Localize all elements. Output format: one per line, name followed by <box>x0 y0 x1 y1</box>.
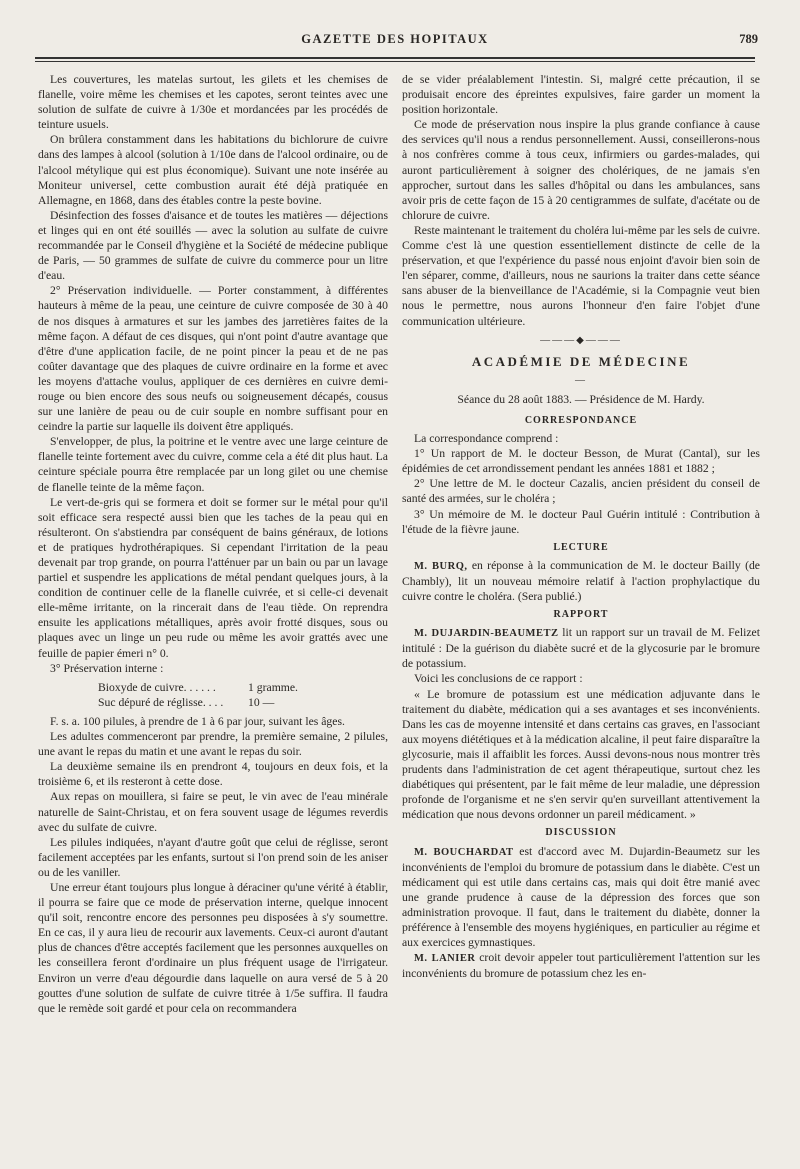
paragraph: 3° Un mémoire de M. le docteur Paul Guérin intitulé : Contribution à l'étude de la fièvre jaune. <box>402 507 760 536</box>
paragraph: 1° Un rapport de M. le docteur Besson, de Murat (Cantal), sur les épidémies de cet arrondissement pendant les années 1881 et 1882 ; <box>402 447 760 476</box>
paragraph <box>402 558 760 604</box>
prescription-row <box>38 695 388 710</box>
speaker-name: M. BOUCHARDAT <box>414 846 514 858</box>
prescription <box>38 680 388 710</box>
speaker-name: M. BURQ, <box>414 560 468 572</box>
paragraph <box>402 950 760 981</box>
speaker-name: M. LANIER <box>414 953 476 965</box>
paragraph <box>402 625 760 671</box>
paragraph: La correspondance comprend : <box>414 432 559 446</box>
ingredient: Bioxyde de cuivre. . . . . . <box>98 680 216 694</box>
right-column <box>402 72 760 981</box>
subsection-discussion: DISCUSSION <box>545 827 617 839</box>
paragraph: Désinfection des fosses d'aisance et de toutes les matières — déjections et linges qui en ont été souillés — avec la solution au sulfate de cuivre recommandée par le Conseil d'hygiène et la Société de médecine publique de Paris, — 50 grammes de sulfate de cuivre du commerce pour un litre d'eau. <box>38 208 388 283</box>
paragraph: Une erreur étant toujours plus longue à déraciner qu'une vérité à établir, il pourra se faire que ce mode de préservation interne, quelque innocent qu'il soit, rencontre encore des personnes peu disposées à s'y soumettre. En ce cas, il y aura lieu de recourir aux lavements. Ceux-ci auront d'autant plus de chances d'être acceptés facilement que les personnes auxquelles on les conseillera feront d'ordinaire un plus fréquent usage de l'irrigateur. Environ un verre d'eau dégourdie dans laquelle on aura versé de 5 à 20 gouttes d'une solution de sulfate de cuivre titrée à 1/5e suffira. Il faudra que le remède soit gardé et pour cela on recommandera <box>38 880 388 1015</box>
paragraph: Reste maintenant le traitement du choléra lui-même par les sels de cuivre. Comme c'est là une question essentiellement distincte de celle de la préservation, et que l'expérience du passé nous enjoint d'avoir bien soin de l'en séparer, comme, d'ailleurs, nous ne saurions la traiter dans cette séance sans abuser de la bienveillance de l'Académie, si la Compagnie veut bien nous le permettre, nous aurons l'honneur d'en faire l'objet d'une communication ultérieure. <box>402 223 760 328</box>
paragraph: Les couvertures, les matelas surtout, les gilets et les chemises de flanelle, voire même les chemises et les capotes, seront teintes avec une solution de sulfate de cuivre à 1/30e et mordancées par les procédés de teinture usuels. <box>38 73 388 132</box>
speaker-name: M. DUJARDIN-BEAUMETZ <box>414 628 559 640</box>
paragraph <box>402 844 760 951</box>
paragraph: On brûlera constamment dans les habitations du bichlorure de cuivre dans des lampes à alcool (solution à 1/10e dans de l'alcool ordinaire, ou de l'alcool métylique qui est plus économique). Suivant une note insérée au Moniteur universel, cette combustion aurait été déjà pratiquée en Allemagne, en 1868, dans des étables contre la peste bovine. <box>38 133 388 207</box>
paragraph: 2° Une lettre de M. le docteur Cazalis, ancien président du conseil de santé des armées, sur le choléra ; <box>402 477 760 506</box>
subsection-lecture: LECTURE <box>553 541 609 553</box>
section-divider: ———◆——— <box>540 334 622 346</box>
header-rule-thin <box>35 61 755 62</box>
journal-title: GAZETTE DES HOPITAUX <box>301 32 489 46</box>
quantity: 1 gramme. <box>248 680 298 694</box>
header-rule <box>35 57 755 59</box>
title-divider: — <box>575 374 587 386</box>
ingredient: Suc dépuré de réglisse. . . . <box>98 695 224 709</box>
paragraph: 3° Préservation interne : <box>50 661 164 675</box>
subsection-rapport: RAPPORT <box>553 609 609 621</box>
section-title: ACADÉMIE DE MÉDECINE <box>471 353 691 369</box>
prescription-row <box>38 680 388 695</box>
paragraph: Les pilules indiquées, n'ayant d'autre goût que celui de réglisse, seront facilement acceptées par les enfants, surtout si l'on prend soin de les aniser ou de les vaniller. <box>38 835 388 879</box>
paragraph-text: en réponse à la communication de M. le docteur Bailly (de Chambly), lit un nouveau mémoire relatif à l'action prophylactique du cuivre contre le choléra. (Sera publié.) <box>402 558 760 603</box>
paragraph-text: est d'accord avec M. Dujardin-Beaumetz sur les inconvénients de l'emploi du bromure de potassium dans le diabète. C'est un médicament qui est utile dans certains cas, mais qui doit être manié avec une grande prudence à cause de la dépression des forces que son administration provoque. Il faut, dans le traitement du diabète, donner la préférence à l'ensemble des moyens hygiéniques, en particulier au régime et aux exercices gymnastiques. <box>402 844 760 950</box>
paragraph-text: lit un rapport sur un travail de M. Felizet intitulé : De la guérison du diabète sucré et de la glycosurie par le bromure de potassium. <box>402 626 760 671</box>
paragraph: Aux repas on mouillera, si faire se peut, le vin avec de l'eau minérale naturelle de Saint-Christau, et on fera souvent usage de légumes reverdis avec du sulfate de cuivre. <box>38 790 388 834</box>
paragraph-text: croit devoir appeler tout particulièrement l'attention sur les inconvénients du bromure de potassium chez les en- <box>402 951 760 981</box>
paragraph: « Le bromure de potassium est une médication adjuvante dans le traitement du diabète, médication qui a ses avantages et ses inconvénients. Dans les cas de moyenne intensité et dans certains cas graves, en l'associant aux moyens diététiques et à la médication alcaline, il peut faire disparaître la glycosurie, mais il affaiblit les forces. Aussi devons-nous nous montrer très prudents dans l'administration de cet agent thérapeutique, surtout chez les diabétiques qui présentent, par le fait même de leur maladie, une dépression profonde de l'organisme et ne s'en servir qu'en surveillant attentivement la médication que nous devons ordonner un pareil médicament. » <box>402 687 760 822</box>
paragraph: La deuxième semaine ils en prendront 4, toujours en deux fois, et la troisième 6, et ils resteront à cette dose. <box>38 760 388 789</box>
quantity: 10 — <box>248 695 275 709</box>
paragraph: S'envelopper, de plus, la poitrine et le ventre avec une large ceinture de flanelle teinte fortement avec du cuivre, comme cela a été dit plus haut. La ceinture spéciale pourra être remplacée par un long gilet ou une chemise de flanelle teinte de la même façon. <box>38 435 388 494</box>
page-header <box>30 30 760 54</box>
paragraph: de se vider préalablement l'intestin. Si, malgré cette précaution, il se produisait encore des épreintes expulsives, faire garder un moment la position horizontale. <box>402 73 760 117</box>
subsection-correspondance: CORRESPONDANCE <box>524 414 638 426</box>
paragraph: F. s. a. 100 pilules, à prendre de 1 à 6 par jour, suivant les âges. <box>50 714 345 728</box>
paragraph: Voici les conclusions de ce rapport : <box>414 672 583 686</box>
paragraph: Le vert-de-gris qui se formera et doit se former sur le métal pour qu'il soit efficace sera respecté aussi bien que les taches de la peau qui en résulteront. On s'abstiendra par conséquent de bains généraux, de lotions et de pratiques hydrothérapiques. Si cependant l'irritation de la peau devenait par trop grande, on pourra l'atténuer par un bain ou par un lavage partiel et suspendre les applications de métal pendant quelques jours, à la condition de continuer celle de la flanelle cuivrée, et si celle-ci devenait elle-même irritante, on la rincerait dans de l'eau tiède. On reprendra ensuite les applications métalliques, après avoir frotté disques, sous ou plaques avec un linge un peu rude ou même les avoir grattés avec une feuille de papier émeri n° 0. <box>38 495 388 660</box>
paragraph: 2° Préservation individuelle. — Porter constamment, à différentes hauteurs à même de la peau, une ceinture de cuivre composée de 30 à 40 de nos disques à armatures et sur les jambes des jarretières faites de la même façon. A défaut de ces disques, qui n'ont point d'autre avantage que d'être d'une application facile, de ne point pincer la peau et de ne pas coûter davantage que des plaques de cuivre ordinaire en la forme et avec les moyens d'attache voulus, appliquer de ces dernières en cuivre demi-rouge ou bien encore des sous neufs ou soigneusement décapés, cousus sur une lanière de peau ou de cuir souple en nombre suffisant pour en ceindre la partie sur laquelle ils doivent être appliqués. <box>38 284 388 434</box>
paragraph: Ce mode de préservation nous inspire la plus grande confiance à cause des services qu'il nous a rendus personnellement. Aussi, conseillerons-nous à nos confrères comme à tous ceux, infirmiers ou gardes-malades, qui auront particulièrement à soigner des cholériques, de ne jamais s'en approcher, surtout dans les salles d'hôpital ou dans les ambulances, sans avoir pris de cette façon de 15 à 20 centigrammes de sulfate, d'acétate ou de chlorure de cuivre. <box>402 118 760 222</box>
paragraph: Les adultes commenceront par prendre, la première semaine, 2 pilules, une avant le repas du matin et une avant le repas du soir. <box>38 730 388 759</box>
left-column <box>38 72 388 1016</box>
page-number: 789 <box>739 32 758 46</box>
session-line: Séance du 28 août 1883. — Présidence de M. Hardy. <box>457 392 705 406</box>
